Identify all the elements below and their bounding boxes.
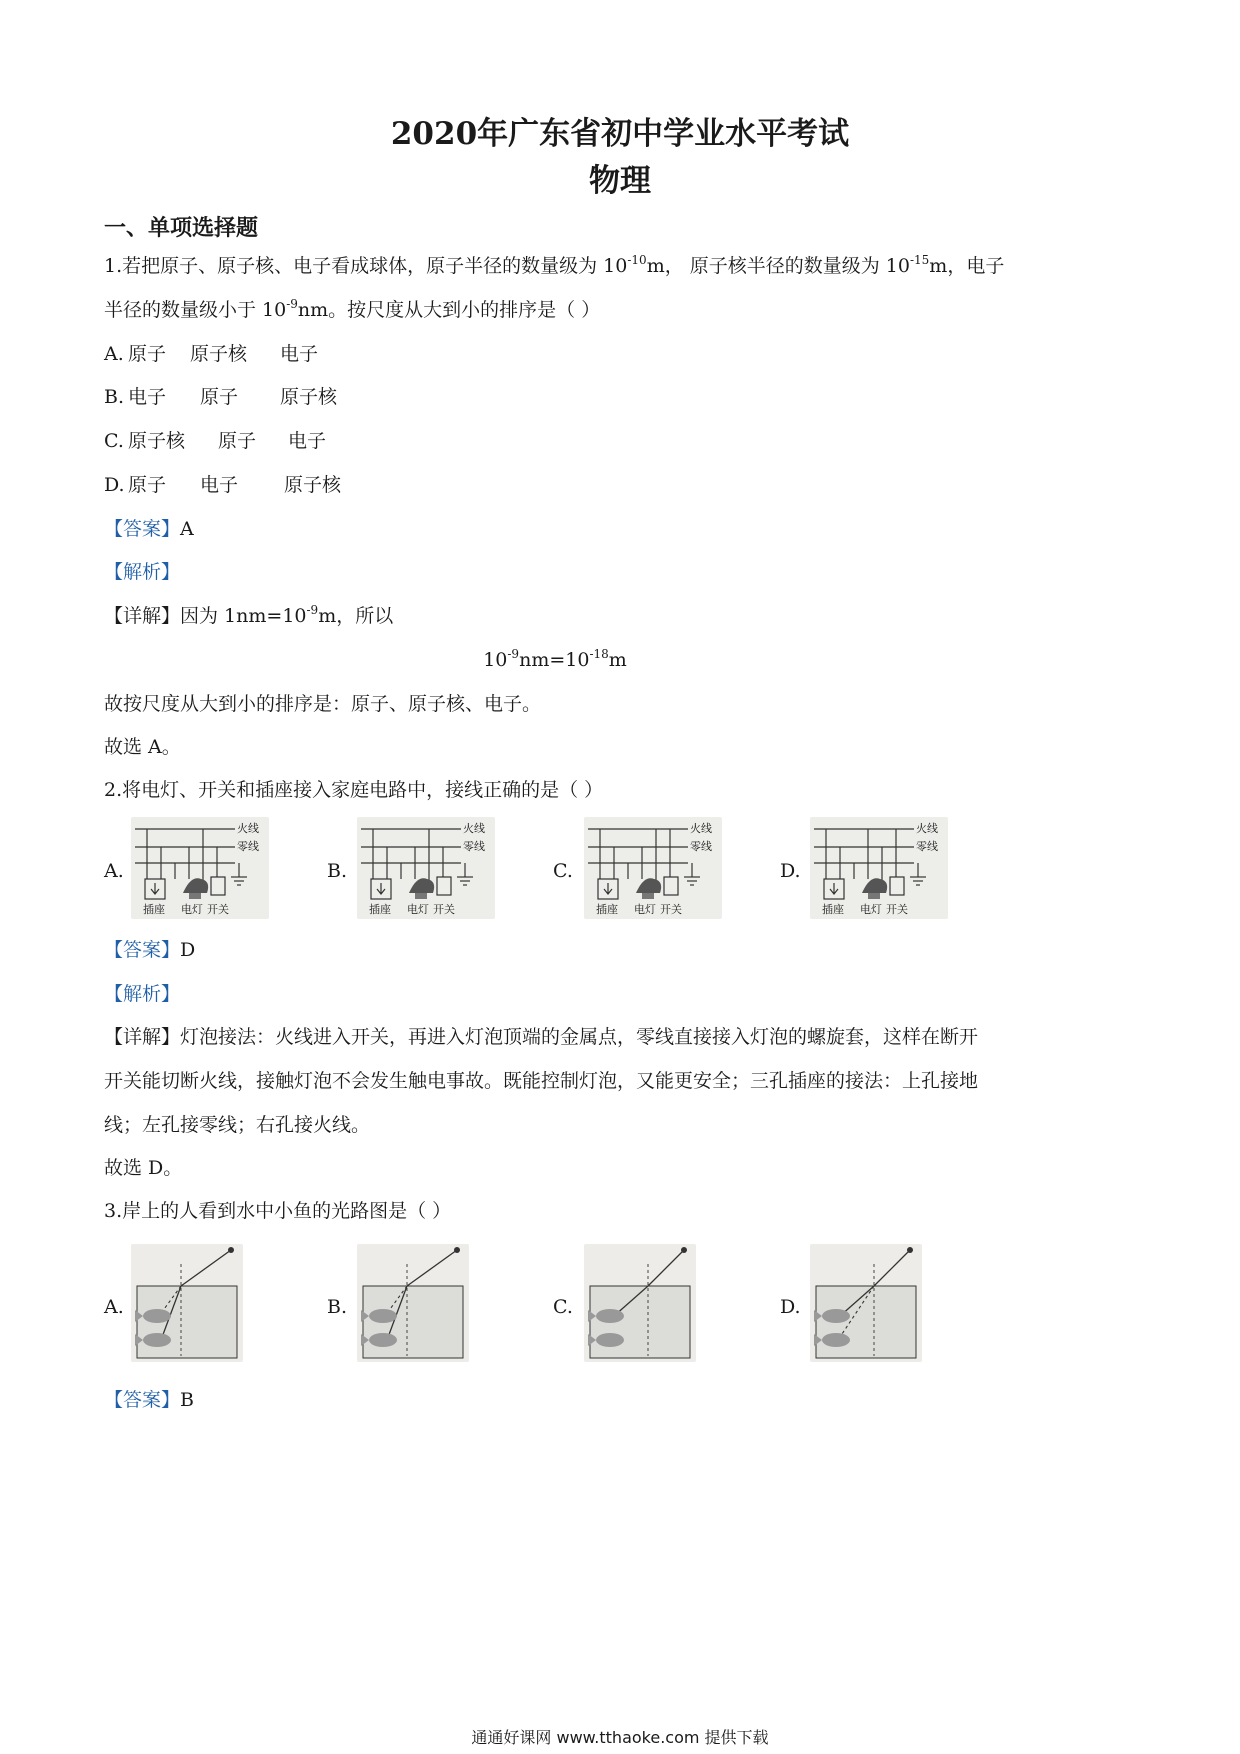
switch-label: 开关	[886, 903, 908, 916]
circuit-diagram	[357, 817, 495, 919]
option-item: 电子	[288, 430, 327, 452]
option-letter: C.	[104, 430, 124, 452]
q3-figure-letter: C.	[553, 1296, 573, 1318]
live-wire-label: 火线	[690, 822, 712, 835]
formula-part: 10	[483, 649, 508, 671]
option-item: 原子	[128, 474, 167, 496]
option-item: 电子	[128, 386, 167, 408]
q1-stem-part: m，电子	[929, 255, 1005, 277]
page-title: 2020年广东省初中学业水平考试	[390, 116, 850, 152]
socket-label: 插座	[143, 903, 165, 916]
q1-option-b	[104, 388, 337, 407]
option-letter: D.	[104, 474, 125, 496]
formula-part: m	[608, 649, 627, 671]
light-path-diagram	[810, 1244, 922, 1362]
live-wire-label: 火线	[237, 822, 259, 835]
q1-exp: -10	[627, 253, 647, 267]
option-item: 原子	[218, 430, 257, 452]
optics-svg	[357, 1244, 469, 1362]
q2-detail-line2: 开关能切断火线，接触灯泡不会发生触电事故。既能控制灯泡，又能更安全；三孔插座的接法：上孔接地	[104, 1070, 979, 1092]
detail-text: 灯泡接法：火线进入开关，再进入灯泡顶端的金属点，零线直接接入灯泡的螺旋套，这样在断开	[180, 1026, 979, 1048]
q1-stem-part: 半径的数量级小于 10	[104, 299, 287, 321]
q1-stem-part: m， 原子核半径的数量级为 10	[646, 255, 910, 277]
q2-choose: 故选 D。	[104, 1157, 183, 1179]
switch-label: 开关	[433, 903, 455, 916]
switch-label: 开关	[207, 903, 229, 916]
lamp-label: 电灯	[634, 903, 656, 916]
formula-exp: -9	[507, 647, 520, 661]
q3-stem: 3.岸上的人看到水中小鱼的光路图是（ ）	[104, 1200, 452, 1222]
light-path-diagram	[357, 1244, 469, 1362]
q3-figure-letter: B.	[327, 1296, 348, 1318]
q2-figure-letter: A.	[104, 860, 124, 882]
option-item: 电子	[200, 474, 239, 496]
detail-exp: -9	[306, 603, 319, 617]
q1-stem-line2	[104, 297, 601, 321]
q1-option-d	[104, 476, 341, 495]
q1-choose: 故选 A。	[104, 736, 181, 758]
option-item: 原子	[128, 343, 167, 365]
q1-option-a	[104, 345, 318, 364]
q1-analysis-tag: 【解析】	[104, 561, 181, 583]
lamp-label: 电灯	[407, 903, 429, 916]
q1-option-c	[104, 432, 326, 451]
answer-value: B	[180, 1389, 194, 1411]
detail-text: 因为 1nm=10	[180, 605, 307, 627]
detail-tag: 【详解】	[104, 605, 181, 627]
q2-detail-line1	[104, 1028, 978, 1047]
option-letter: B.	[104, 386, 125, 408]
answer-tag: 【答案】	[104, 518, 181, 540]
q1-stem-part: nm。按尺度从大到小的排序是（ ）	[297, 299, 601, 321]
option-item: 原子核	[284, 474, 342, 496]
neutral-wire-label: 零线	[237, 840, 259, 853]
live-wire-label: 火线	[916, 822, 938, 835]
socket-label: 插座	[369, 903, 391, 916]
q1-exp: -15	[909, 253, 930, 267]
answer-value: A	[180, 518, 194, 540]
q1-detail	[104, 603, 394, 627]
option-item: 原子核	[128, 430, 186, 452]
circuit-diagram	[131, 817, 269, 919]
optics-svg	[584, 1244, 696, 1362]
page-footer: 通通好课网 www.tthaoke.com 提供下载	[471, 1728, 769, 1747]
optics-svg	[131, 1244, 243, 1362]
formula-exp: -18	[589, 647, 609, 661]
answer-tag: 【答案】	[104, 939, 181, 961]
q3-figure-letter: A.	[104, 1296, 124, 1318]
section-heading: 一、单项选择题	[104, 215, 259, 241]
lamp-label: 电灯	[860, 903, 882, 916]
q2-stem: 2.将电灯、开关和插座接入家庭电路中，接线正确的是（ ）	[104, 779, 604, 801]
socket-label: 插座	[596, 903, 618, 916]
lamp-label: 电灯	[181, 903, 203, 916]
formula-part: nm=10	[519, 649, 590, 671]
circuit-diagram	[584, 817, 722, 919]
option-item: 原子核	[280, 386, 338, 408]
light-path-diagram	[131, 1244, 243, 1362]
live-wire-label: 火线	[463, 822, 485, 835]
neutral-wire-label: 零线	[463, 840, 485, 853]
q3-answer	[104, 1391, 194, 1410]
q1-stem-line1	[104, 253, 1005, 277]
detail-text: m，所以	[318, 605, 394, 627]
q1-exp: -9	[286, 297, 298, 311]
neutral-wire-label: 零线	[690, 840, 712, 853]
optics-svg	[810, 1244, 922, 1362]
option-letter: A.	[104, 343, 124, 365]
neutral-wire-label: 零线	[916, 840, 938, 853]
q1-stem-part: 1.若把原子、原子核、电子看成球体，原子半径的数量级为 10	[104, 255, 628, 277]
q2-figure-letter: C.	[553, 860, 573, 882]
option-item: 原子核	[190, 343, 248, 365]
option-item: 原子	[200, 386, 239, 408]
detail-tag: 【详解】	[104, 1026, 181, 1048]
option-item: 电子	[280, 343, 319, 365]
circuit-diagram	[810, 817, 948, 919]
switch-label: 开关	[660, 903, 682, 916]
answer-value: D	[180, 939, 196, 961]
socket-label: 插座	[822, 903, 844, 916]
q2-analysis-tag: 【解析】	[104, 983, 181, 1005]
q1-conclusion: 故按尺度从大到小的排序是：原子、原子核、电子。	[104, 693, 542, 715]
light-path-diagram	[584, 1244, 696, 1362]
q2-answer	[104, 941, 195, 960]
q1-formula	[0, 647, 1110, 671]
q2-detail-line3: 线；左孔接零线；右孔接火线。	[104, 1114, 371, 1136]
q3-figure-letter: D.	[780, 1296, 801, 1318]
answer-tag: 【答案】	[104, 1389, 181, 1411]
page-subtitle: 物理	[589, 163, 651, 199]
q2-figure-letter: D.	[780, 860, 801, 882]
q1-answer	[104, 520, 194, 539]
q2-figure-letter: B.	[327, 860, 348, 882]
